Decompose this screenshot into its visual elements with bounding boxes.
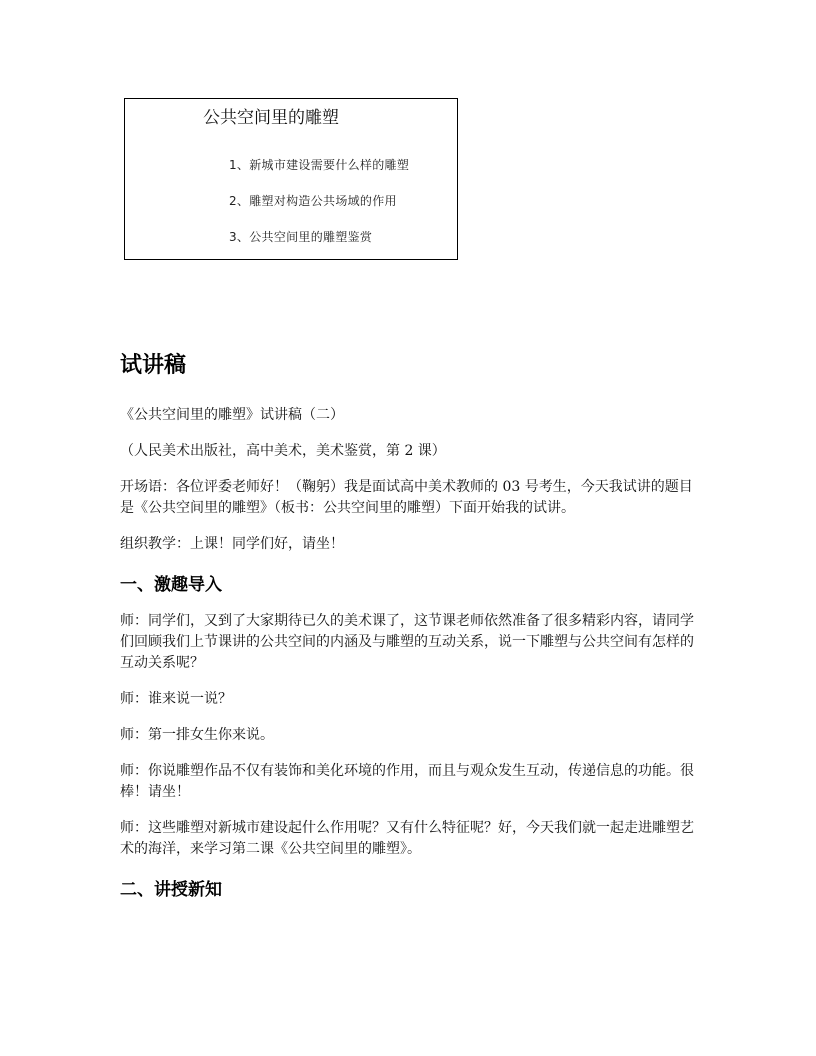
lesson-subtitle: 《公共空间里的雕塑》试讲稿（二） xyxy=(120,407,344,423)
paragraph: 师：这些雕塑对新城市建设起什么作用呢？又有什么特征呢？好，今天我们就一起走进雕塑艺术的海洋，来学习第二课《公共空间里的雕塑》。 xyxy=(120,820,694,857)
section-heading-new-knowledge: 二、讲授新知 xyxy=(120,880,222,900)
paragraph: 师：第一排女生你来说。 xyxy=(120,727,274,743)
board-outline-list xyxy=(229,147,409,255)
board-title: 公共空间里的雕塑 xyxy=(203,108,339,128)
blackboard-outline-box xyxy=(124,98,458,260)
section-heading-intro: 一、激趣导入 xyxy=(120,575,222,595)
board-item: 1、新城市建设需要什么样的雕塑 xyxy=(229,158,410,172)
document-body xyxy=(120,340,700,916)
paragraph: 师：你说雕塑作品不仅有装饰和美化环境的作用，而且与观众发生互动，传递信息的功能。很棒！请坐！ xyxy=(120,763,694,800)
paragraph: 师：同学们，又到了大家期待已久的美术课了，这节课老师依然准备了很多精彩内容，请同学们回顾我们上节课讲的公共空间的内涵及与雕塑的互动关系，说一下雕塑与公共空间有怎样的互动关系呢？ xyxy=(120,613,694,671)
board-item: 3、公共空间里的雕塑鉴赏 xyxy=(229,230,373,244)
board-item: 2、雕塑对构造公共场域的作用 xyxy=(229,194,397,208)
organize-paragraph: 组织教学：上课！同学们好，请坐！ xyxy=(120,536,344,552)
lesson-source: （人民美术出版社，高中美术，美术鉴赏，第 2 课） xyxy=(120,443,446,459)
document-title: 试讲稿 xyxy=(120,353,187,378)
paragraph: 师：谁来说一说？ xyxy=(120,691,232,707)
opening-paragraph: 开场语：各位评委老师好！（鞠躬）我是面试高中美术教师的 03 号考生，今天我试讲的题目是《公共空间里的雕塑》（板书：公共空间里的雕塑）下面开始我的试讲。 xyxy=(120,479,693,516)
